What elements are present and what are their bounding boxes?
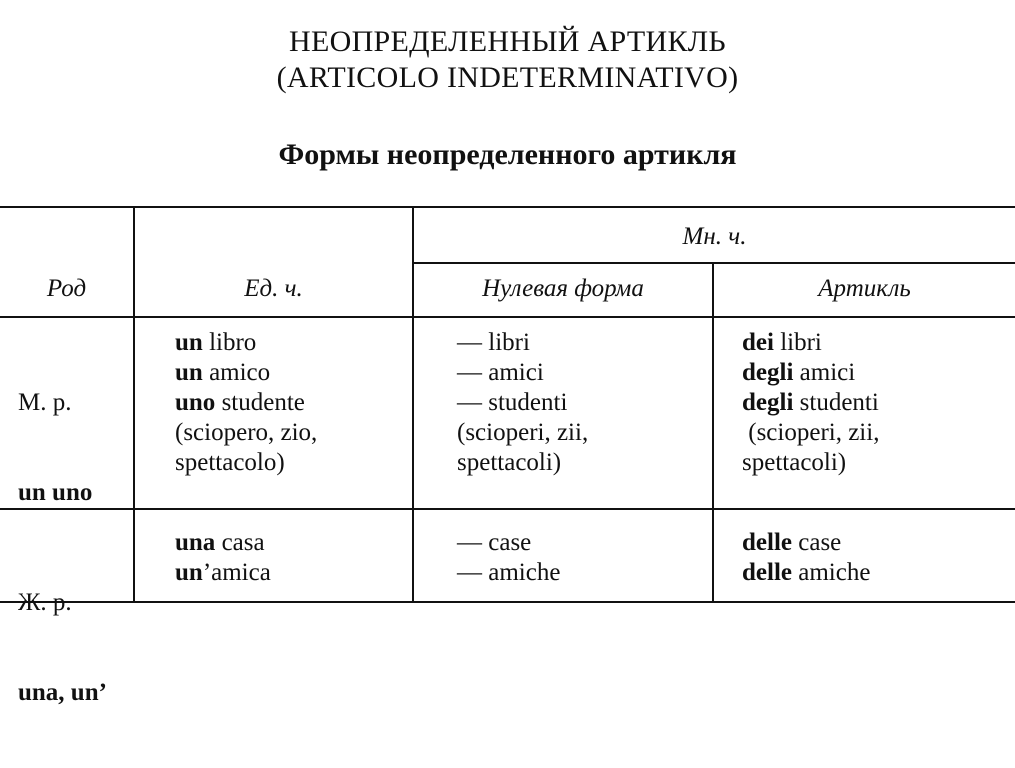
gender-label: Ж. р. [18,589,72,616]
column-divider-plural [712,262,714,603]
table-row-feminine-singular [175,528,271,588]
gender-label: М. р. [18,389,72,416]
noun-text: (sciopero, zio, [175,419,318,446]
article-word: dei [742,329,774,356]
noun-text: case [792,529,842,556]
gender-articles: una, un’ [18,679,107,706]
header-bottom-border [0,316,1015,318]
table-row-feminine-gender [18,528,107,768]
header-plural: Мн. ч. [682,223,747,250]
column-divider-gender [133,206,135,603]
noun-text: casa [215,529,265,556]
cell-line [457,558,560,588]
noun-text: — libri [457,329,530,356]
cell-line [457,388,588,418]
articles-table [0,206,1015,706]
cell-line [175,448,317,478]
article-word: delle [742,559,792,586]
cell-line [175,388,317,418]
noun-text: studente [215,389,305,416]
article-word: degli [742,389,794,416]
article-word: un [175,359,203,386]
header-zero-form: Нулевая форма [482,275,644,302]
cell-line [457,448,588,478]
gender-articles: un uno [18,479,93,506]
table-row-feminine-article [742,528,870,588]
page-title: НЕОПРЕДЕЛЕННЫЙ АРТИКЛЬ [289,25,726,58]
noun-text: spettacolo) [175,449,285,476]
article-word: delle [742,529,792,556]
header-gender: Род [46,275,87,302]
cell-line [742,328,879,358]
cell-line [175,558,271,588]
table-bottom-border [0,601,1015,603]
cell-line [457,528,560,558]
row-separator [0,508,1015,510]
cell-line [457,358,588,388]
table-row-feminine-zero-form [457,528,560,588]
noun-text: ’amica [202,559,271,586]
header-singular: Ед. ч. [244,275,303,302]
noun-text: studenti [793,389,879,416]
cell-line [175,528,271,558]
noun-text: — case [457,529,532,556]
article-word: una [175,529,216,556]
table-row-masculine-singular [175,328,317,478]
section-heading: Формы неопределенного артикля [278,138,737,171]
cell-line [175,358,317,388]
noun-text: spettacoli) [742,449,847,476]
noun-text: amico [202,359,271,386]
noun-text: — studenti [457,389,568,416]
noun-text: spettacoli) [457,449,562,476]
header-article: Артикль [818,275,911,302]
cell-line [457,418,588,448]
article-word: un [175,559,203,586]
column-divider-singular [412,206,414,603]
table-row-masculine-zero-form [457,328,588,478]
table-top-border [0,206,1015,208]
page-title-italian: (ARTICOLO INDETERMINATIVO) [276,61,739,94]
cell-line [742,388,879,418]
cell-line [175,328,317,358]
noun-text: libri [773,329,822,356]
article-word: degli [742,359,794,386]
article-word: uno [175,389,216,416]
cell-line [742,558,870,588]
cell-line [742,418,879,448]
cell-line [175,418,317,448]
noun-text: (scioperi, zii, [742,419,880,446]
noun-text: amici [793,359,856,386]
cell-line [742,358,879,388]
article-word: un [175,329,203,356]
noun-text: amiche [792,559,871,586]
cell-line [457,328,588,358]
cell-line [742,448,879,478]
table-row-masculine-article [742,328,879,478]
noun-text: libro [202,329,257,356]
noun-text: — amici [457,359,544,386]
noun-text: — amiche [457,559,561,586]
cell-line [742,528,870,558]
noun-text: (scioperi, zii, [457,419,589,446]
